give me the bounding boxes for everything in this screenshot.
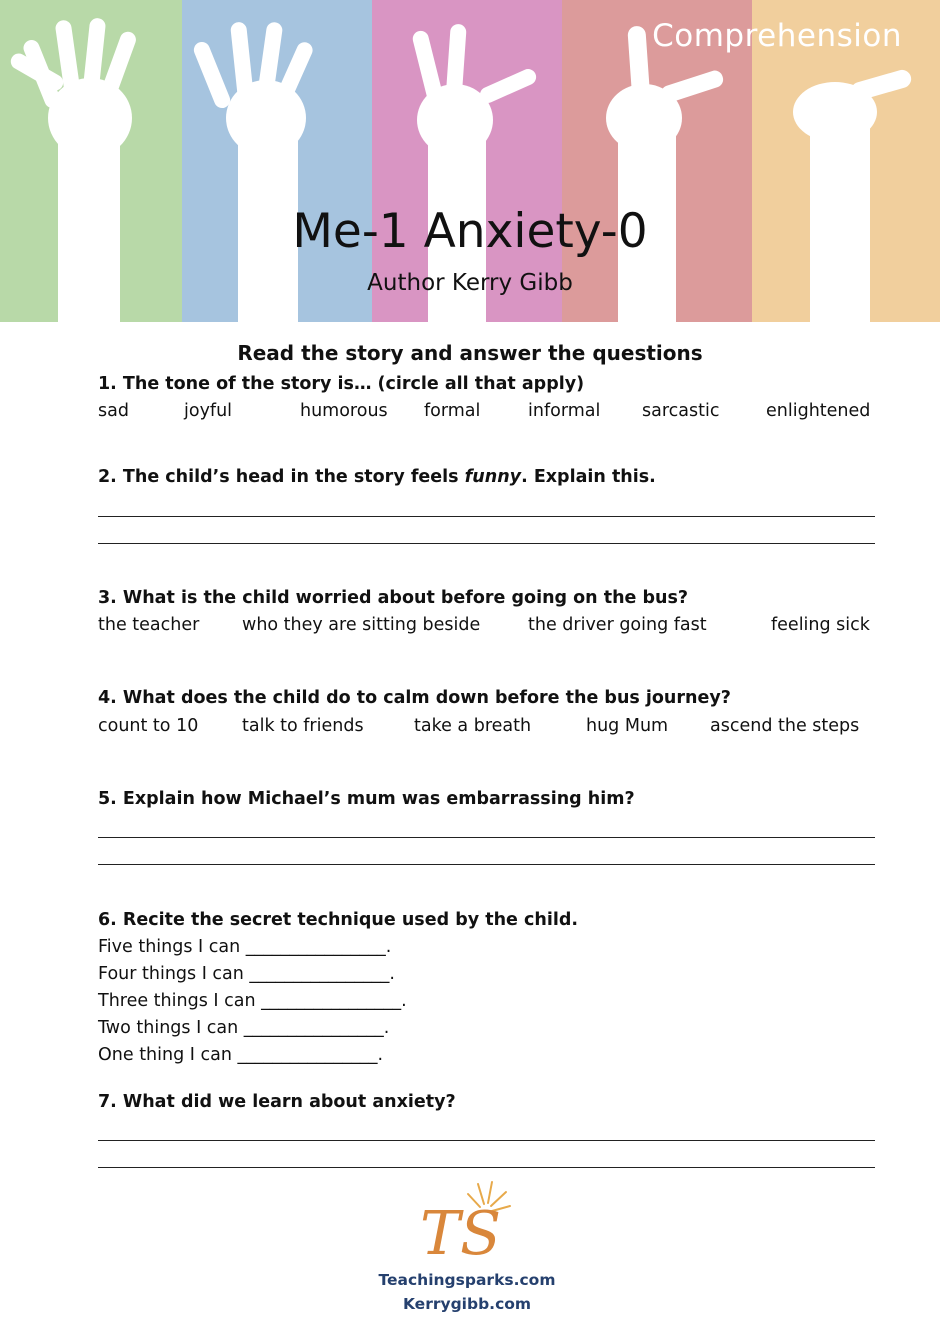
- question-2-text: 2. The child’s head in the story feels: [98, 467, 465, 487]
- logo-letters: TS: [420, 1199, 502, 1264]
- header-banner: [0, 0, 940, 322]
- instructions-heading: Read the story and answer the questions: [237, 341, 703, 365]
- option-ascend-the-steps[interactable]: ascend the steps: [710, 716, 860, 736]
- prompt-five[interactable]: Five things I can ________________.: [98, 937, 392, 957]
- prompt-one[interactable]: One thing I can ________________.: [98, 1045, 384, 1065]
- option-hug-mum[interactable]: hug Mum: [586, 716, 669, 736]
- page-title: Me-1 Anxiety-0: [292, 204, 648, 259]
- prompt-four[interactable]: Four things I can ________________.: [98, 964, 395, 984]
- question-6: 6. Recite the secret technique used by the child.: [98, 910, 579, 930]
- question-1-options: [98, 401, 878, 425]
- footer-link-kerrygibb[interactable]: Kerrygibb.com: [402, 1295, 532, 1313]
- question-4: 4. What does the child do to calm down before the bus journey?: [98, 688, 731, 708]
- question-2: [98, 467, 656, 487]
- answer-line[interactable]: [98, 1167, 875, 1168]
- question-4-options: [98, 716, 878, 740]
- question-5: 5. Explain how Michael’s mum was embarrassing him?: [98, 789, 635, 809]
- footer-link-teachingsparks[interactable]: Teachingsparks.com: [378, 1271, 556, 1289]
- teachingsparks-logo: [410, 1178, 530, 1264]
- option-feeling-sick[interactable]: feeling sick: [771, 615, 870, 635]
- question-3: 3. What is the child worried about before going on the bus?: [98, 588, 689, 608]
- option-enlightened[interactable]: enlightened: [766, 401, 871, 421]
- option-count-to-10[interactable]: count to 10: [98, 716, 199, 736]
- prompt-three[interactable]: Three things I can ________________.: [98, 991, 407, 1011]
- option-driver-fast[interactable]: the driver going fast: [528, 615, 707, 635]
- option-joyful[interactable]: joyful: [184, 401, 233, 421]
- question-7: 7. What did we learn about anxiety?: [98, 1092, 456, 1112]
- answer-line[interactable]: [98, 516, 875, 517]
- option-humorous[interactable]: humorous: [300, 401, 388, 421]
- option-sad[interactable]: sad: [98, 401, 129, 421]
- answer-line[interactable]: [98, 1140, 875, 1141]
- author-line: Author Kerry Gibb: [367, 270, 573, 296]
- option-the-teacher[interactable]: the teacher: [98, 615, 200, 635]
- option-informal[interactable]: informal: [528, 401, 601, 421]
- question-2-suffix: . Explain this.: [521, 467, 656, 487]
- option-sarcastic[interactable]: sarcastic: [642, 401, 720, 421]
- question-3-options: [98, 615, 878, 639]
- prompt-two[interactable]: Two things I can ________________.: [98, 1018, 390, 1038]
- option-sitting-beside[interactable]: who they are sitting beside: [242, 615, 481, 635]
- answer-line[interactable]: [98, 837, 875, 838]
- question-2-emphasis: funny: [464, 467, 522, 487]
- answer-line[interactable]: [98, 543, 875, 544]
- question-1: 1. The tone of the story is… (circle all that apply): [98, 374, 585, 394]
- option-formal[interactable]: formal: [424, 401, 481, 421]
- option-talk-to-friends[interactable]: talk to friends: [242, 716, 364, 736]
- section-tag: Comprehension: [652, 18, 902, 54]
- option-take-a-breath[interactable]: take a breath: [414, 716, 532, 736]
- answer-line[interactable]: [98, 864, 875, 865]
